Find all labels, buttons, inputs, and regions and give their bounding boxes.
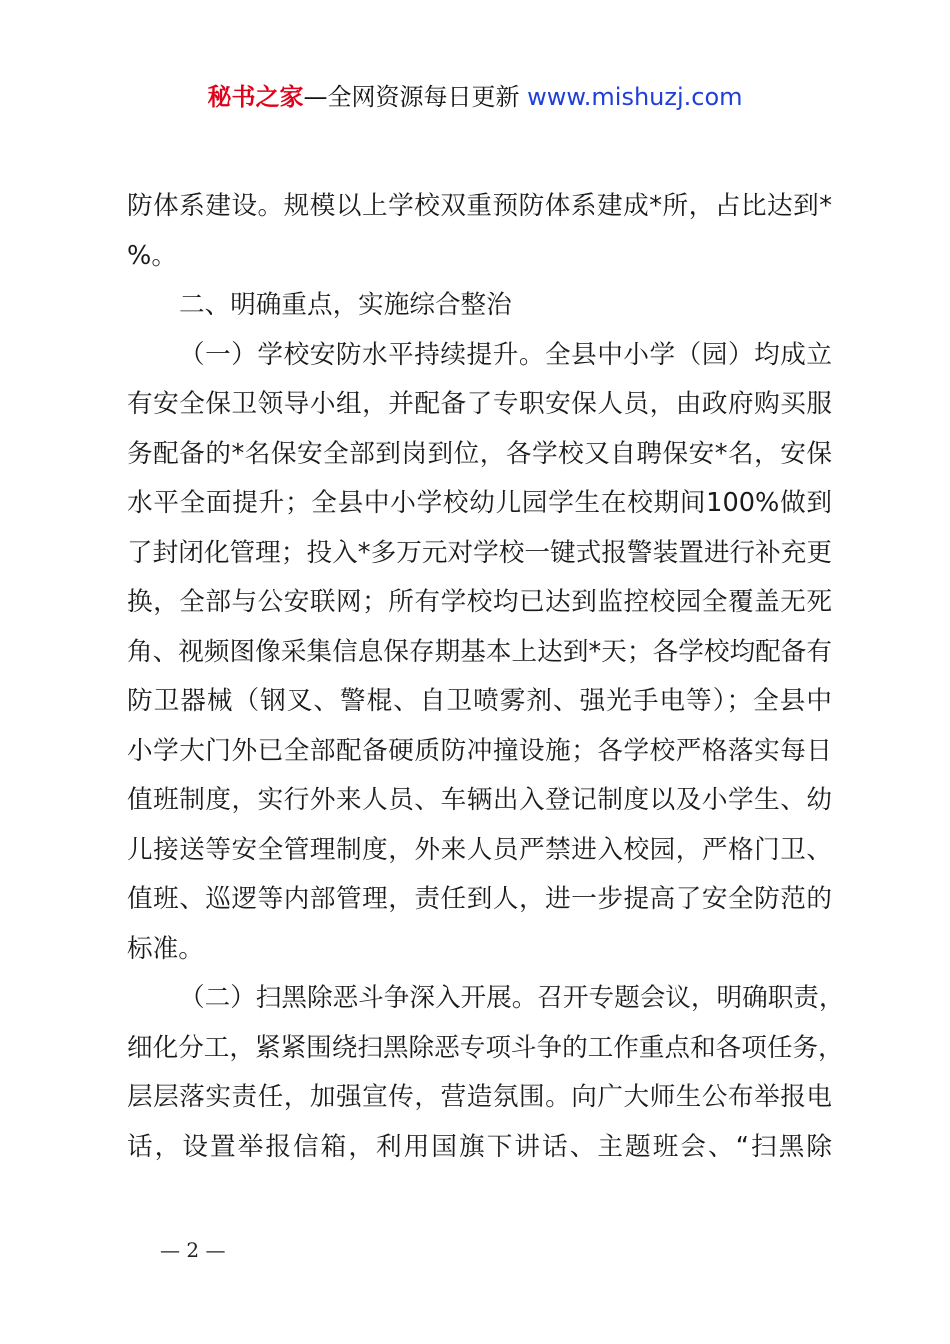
body-line: 话，设置举报信箱，利用国旗下讲话、主题班会、“扫黑除 (127, 1131, 832, 1162)
body-line: （二）扫黑除恶斗争深入开展。召开专题会议，明确职责， (179, 983, 845, 1013)
body-line: 小学大门外已全部配备硬质防冲撞设施；各学校严格落实每日 (127, 735, 832, 766)
body-line: 换，全部与公安联网；所有学校均已达到监控校园全覆盖无死 (127, 587, 832, 617)
body-line: 细化分工，紧紧围绕扫黑除恶专项斗争的工作重点和各项任务， (127, 1032, 844, 1063)
body-line: 角、视频图像采集信息保存期基本上达到*天；各学校均配备有 (127, 636, 832, 667)
header-brand: 秘书之家 (207, 83, 304, 111)
body-line: （一）学校安防水平持续提升。全县中小学（园）均成立 (179, 339, 832, 370)
document-body (127, 182, 845, 1172)
header-url[interactable]: www.mishuzj.com (527, 83, 743, 111)
body-line: 了封闭化管理；投入*多万元对学校一键式报警装置进行补充更 (127, 537, 832, 568)
body-line: 层层落实责任，加强宣传，营造氛围。向广大师生公布举报电 (127, 1082, 832, 1112)
body-line: 防卫器械（钢叉、警棍、自卫喷雾剂、强光手电等）；全县中 (127, 686, 832, 716)
page-number: — 2 — (160, 1238, 226, 1262)
body-line: 标准。 (127, 933, 204, 964)
body-line: 水平全面提升；全县中小学校幼儿园学生在校期间100%做到 (127, 488, 832, 518)
body-line: 儿接送等安全管理制度，外来人员严禁进入校园，严格门卫、 (127, 834, 832, 865)
section-heading: 二、明确重点，实施综合整治 (179, 290, 512, 320)
body-line: 值班制度，实行外来人员、车辆出入登记制度以及小学生、幼 (127, 785, 832, 815)
body-line: %。 (127, 240, 177, 271)
page-header (0, 80, 950, 114)
body-line: 值班、巡逻等内部管理，责任到人，进一步提高了安全防范的 (127, 884, 832, 914)
body-line: 防体系建设。规模以上学校双重预防体系建成*所，占比达到* (127, 191, 832, 221)
body-line: 有安全保卫领导小组，并配备了专职安保人员，由政府购买服 (127, 389, 832, 419)
header-tagline: —全网资源每日更新 (303, 83, 520, 111)
body-line: 务配备的*名保安全部到岗到位，各学校又自聘保安*名，安保 (127, 438, 832, 469)
